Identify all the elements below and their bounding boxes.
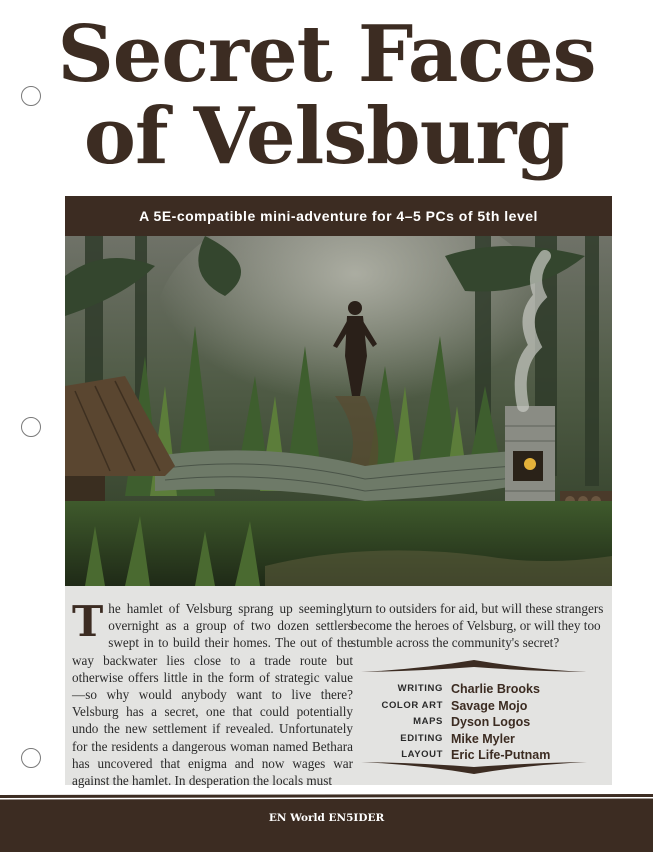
credit-row xyxy=(361,681,587,698)
intro-left-column xyxy=(72,597,353,789)
intro-panel xyxy=(65,586,612,789)
credit-role: LAYOUT xyxy=(401,749,443,760)
page-title-line-2: of Velsburg xyxy=(83,91,570,182)
binder-hole-middle xyxy=(21,417,41,437)
credit-row xyxy=(361,698,587,715)
divider-ornament-top xyxy=(361,658,587,674)
credits-list xyxy=(361,681,587,764)
credit-name: Mike Myler xyxy=(451,731,515,746)
intro-body-right: turn to outsiders for aid, but will these strangers become the heroes of Velsburg, or will they too stumble across the community's secret? xyxy=(351,601,604,651)
drop-cap: T xyxy=(72,597,104,646)
credit-role: COLOR ART xyxy=(381,699,443,711)
subtitle-text: A 5E-compatible mini-adventure for 4–5 PCs of 5th level xyxy=(139,208,538,224)
divider-ornament-bottom xyxy=(361,760,587,776)
credit-row xyxy=(361,731,587,748)
page-title-line-1: Secret Faces xyxy=(57,9,596,100)
credit-name: Savage Mojo xyxy=(451,698,528,713)
forest-scene-illustration xyxy=(65,236,612,586)
credit-name: Charlie Brooks xyxy=(451,682,540,696)
credit-role: WRITING xyxy=(397,683,443,694)
credit-role: MAPS xyxy=(413,716,443,727)
credit-name: Eric Life-Putnam xyxy=(451,748,551,762)
credit-role: EDITING xyxy=(400,732,443,744)
intro-body-left: he hamlet of Velsburg sprang up seemingly overnight as a group of two dozen settlers swept in to build their homes. The out of the way backwater lies close to a trade route but otherwise offers little in the form of strategic value—so why would anybody want to live there? Velsburg has a secret, one that could potentially undo the new settlement if revealed. Unfortunately for the residents a dangerous woman named Bethara has uncovered that enigma and now wages war against the hamlet. In desperation the locals must xyxy=(72,601,353,789)
credit-row xyxy=(361,714,587,731)
footer-torn-edge xyxy=(0,789,653,801)
footer-brand: EN World EN5IDER xyxy=(268,812,385,824)
subtitle-banner xyxy=(65,196,612,236)
credit-name: Dyson Logos xyxy=(451,715,531,729)
binder-hole-bottom xyxy=(21,748,41,768)
